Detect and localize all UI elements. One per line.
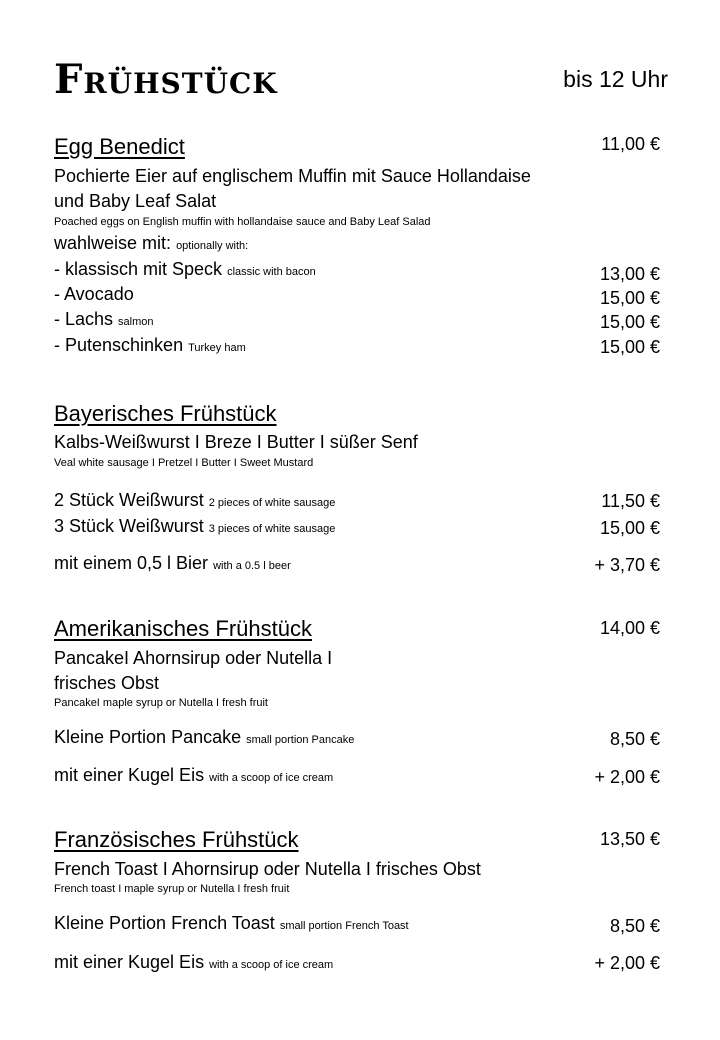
section-heading-egg-benedict: Egg Benedict <box>54 134 185 159</box>
menu-item <box>54 490 335 511</box>
egg-desc-en: Poached eggs on English muffin with hollandaise sauce and Baby Leaf Salad <box>54 216 431 228</box>
american-desc-line1: PancakeI Ahornsirup oder Nutella I <box>54 648 333 668</box>
item-label: mit einem 0,5 l Bier <box>54 553 209 573</box>
option-label: - Avocado <box>54 284 134 304</box>
item-label: mit einer Kugel Eis <box>54 952 205 972</box>
option-price: 13,00 € <box>599 264 660 284</box>
price-egg-benedict: 11,00 € <box>601 134 660 154</box>
options-label-de: wahlweise mit: <box>54 233 172 253</box>
bavarian-desc-en: Veal white sausage I Pretzel I Butter I Sweet Mustard <box>54 457 314 469</box>
item-label: Kleine Portion Pancake <box>54 727 242 747</box>
french-desc: French Toast I Ahornsirup oder Nutella I frisches Obst <box>54 859 481 879</box>
page-title: Frühstück <box>54 56 278 103</box>
menu-item <box>54 516 335 537</box>
section-heading-bavarian: Bayerisches Frühstück <box>54 401 277 426</box>
egg-desc-line2: und Baby Leaf Salat <box>54 191 217 211</box>
item-price: + 3,70 € <box>594 555 660 575</box>
menu-item <box>54 765 333 786</box>
option-label: - Putenschinken <box>54 335 184 355</box>
option-label-en: classic with bacon <box>227 266 316 278</box>
item-label: mit einer Kugel Eis <box>54 765 205 785</box>
serving-hours: bis 12 Uhr <box>563 66 668 92</box>
item-label: Kleine Portion French Toast <box>54 913 275 933</box>
section-heading-french: Französisches Frühstück <box>54 827 299 852</box>
option-item <box>54 284 134 305</box>
item-label-en: small portion Pancake <box>246 734 355 746</box>
option-label-en: Turkey ham <box>188 342 246 354</box>
option-label-en: salmon <box>118 316 154 328</box>
option-item <box>54 309 154 330</box>
section-heading-american: Amerikanisches Frühstück <box>54 616 312 641</box>
item-label-en: with a scoop of ice cream <box>209 772 334 784</box>
option-label: - klassisch mit Speck <box>54 259 223 279</box>
option-item <box>54 259 316 280</box>
menu-item <box>54 913 409 934</box>
egg-options-label <box>54 233 248 254</box>
item-price: 8,50 € <box>609 916 660 936</box>
option-price: 15,00 € <box>599 312 660 332</box>
menu-item <box>54 952 333 973</box>
price-french: 13,50 € <box>599 829 660 849</box>
bavarian-desc: Kalbs-Weißwurst I Breze I Butter I süßer Senf <box>54 432 418 452</box>
item-price: + 2,00 € <box>594 953 660 973</box>
item-price: + 2,00 € <box>594 767 660 787</box>
item-price: 11,50 € <box>601 491 660 511</box>
item-label: 3 Stück Weißwurst <box>54 516 204 536</box>
option-item <box>54 335 246 356</box>
item-label-en: 2 pieces of white sausage <box>208 497 336 509</box>
options-label-en: optionally with: <box>176 240 249 252</box>
item-label-en: with a scoop of ice cream <box>209 959 334 971</box>
egg-desc-line1: Pochierte Eier auf englischem Muffin mit Sauce Hollandaise <box>54 166 531 186</box>
option-price: 15,00 € <box>599 288 660 308</box>
item-label-en: small portion French Toast <box>279 920 409 932</box>
item-price: 8,50 € <box>609 729 660 749</box>
option-label: - Lachs <box>54 309 114 329</box>
menu-item <box>54 727 354 748</box>
menu-item <box>54 553 291 574</box>
option-price: 15,00 € <box>599 337 660 357</box>
item-label-en: with a 0.5 l beer <box>213 560 291 572</box>
item-price: 15,00 € <box>599 518 660 538</box>
price-american: 14,00 € <box>599 618 660 638</box>
american-desc-line2: frisches Obst <box>54 673 160 693</box>
item-label: 2 Stück Weißwurst <box>54 490 204 510</box>
american-desc-en: PancakeI maple syrup or Nutella I fresh fruit <box>54 697 268 709</box>
french-desc-en: French toast I maple syrup or Nutella I fresh fruit <box>54 883 290 895</box>
item-label-en: 3 pieces of white sausage <box>208 523 336 535</box>
